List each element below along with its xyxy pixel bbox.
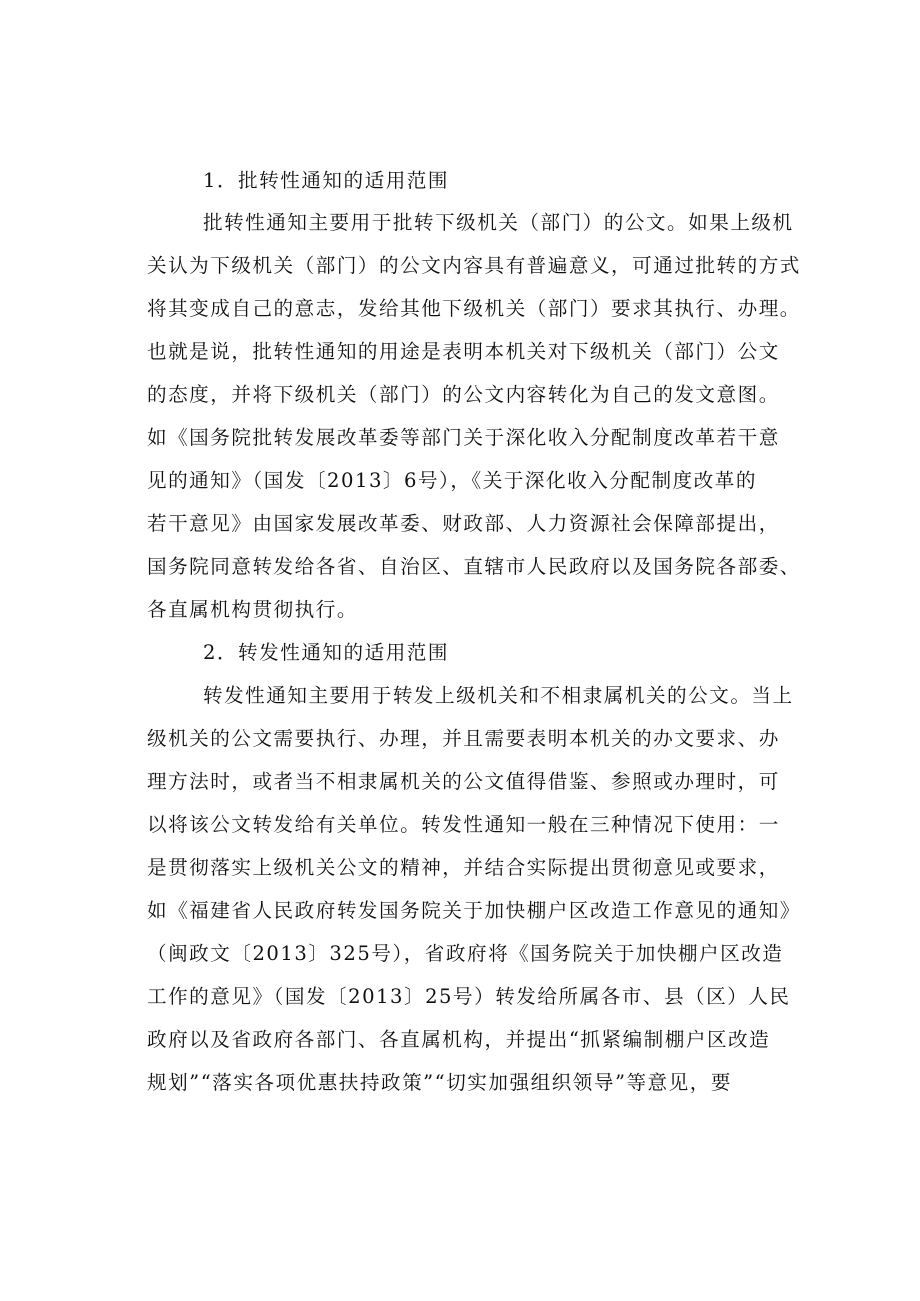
section-2-heading: 2．转发性通知的适用范围 [203,641,449,664]
section-2-line: 级机关的公文需要执行、办理，并且需要表明本机关的办文要求、办 [147,727,780,750]
section-2-line: （闽政文〔2013〕325号），省政府将《国务院关于加快棚户区改造 [147,942,784,965]
section-1-line: 也就是说，批转性通知的用途是表明本机关对下级机关（部门）公文 [147,340,780,363]
section-1-line: 国务院同意转发给各省、自治区、直辖市人民政府以及国务院各部委、 [147,555,801,578]
section-2-line: 理方法时，或者当不相隶属机关的公文值得借鉴、参照或办理时，可 [147,770,780,793]
section-2-line: 政府以及省政府各部门、各直属机构，并提出“抓紧编制棚户区改造 [147,1028,771,1051]
section-2-line: 如《福建省人民政府转发国务院关于加快棚户区改造工作意见的通知》 [147,899,801,922]
section-1-line: 见的通知》（国发〔2013〕6号），《关于深化收入分配制度改革的 [147,469,757,492]
section-2-line: 工作的意见》（国发〔2013〕25号）转发给所属各市、县（区）人民 [147,985,791,1008]
section-1-line: 将其变成自己的意志，发给其他下级机关（部门）要求其执行、办理。 [147,297,801,320]
section-1-line: 批转性通知主要用于批转下级机关（部门）的公文。如果上级机 [203,211,794,234]
section-2-line: 以将该公文转发给有关单位。转发性通知一般在三种情况下使用：一 [147,813,780,836]
section-2-line: 转发性通知主要用于转发上级机关和不相隶属机关的公文。当上 [203,684,794,707]
section-1-line: 如《国务院批转发展改革委等部门关于深化收入分配制度改革若干意 [147,426,780,449]
section-2-line: 规划”“落实各项优惠扶持政策”“切实加强组织领导”等意见，要 [147,1071,732,1094]
section-1-line: 关认为下级机关（部门）的公文内容具有普遍意义，可通过批转的方式 [147,254,801,277]
section-1-heading: 1．批转性通知的适用范围 [203,169,449,192]
section-1-line: 各直属机构贯彻执行。 [147,598,358,621]
section-2-line: 是贯彻落实上级机关公文的精神，并结合实际提出贯彻意见或要求， [147,856,780,879]
section-1-line: 的态度，并将下级机关（部门）的公文内容转化为自己的发文意图。 [147,383,780,406]
section-1-line: 若干意见》由国家发展改革委、财政部、人力资源社会保障部提出， [147,512,780,535]
